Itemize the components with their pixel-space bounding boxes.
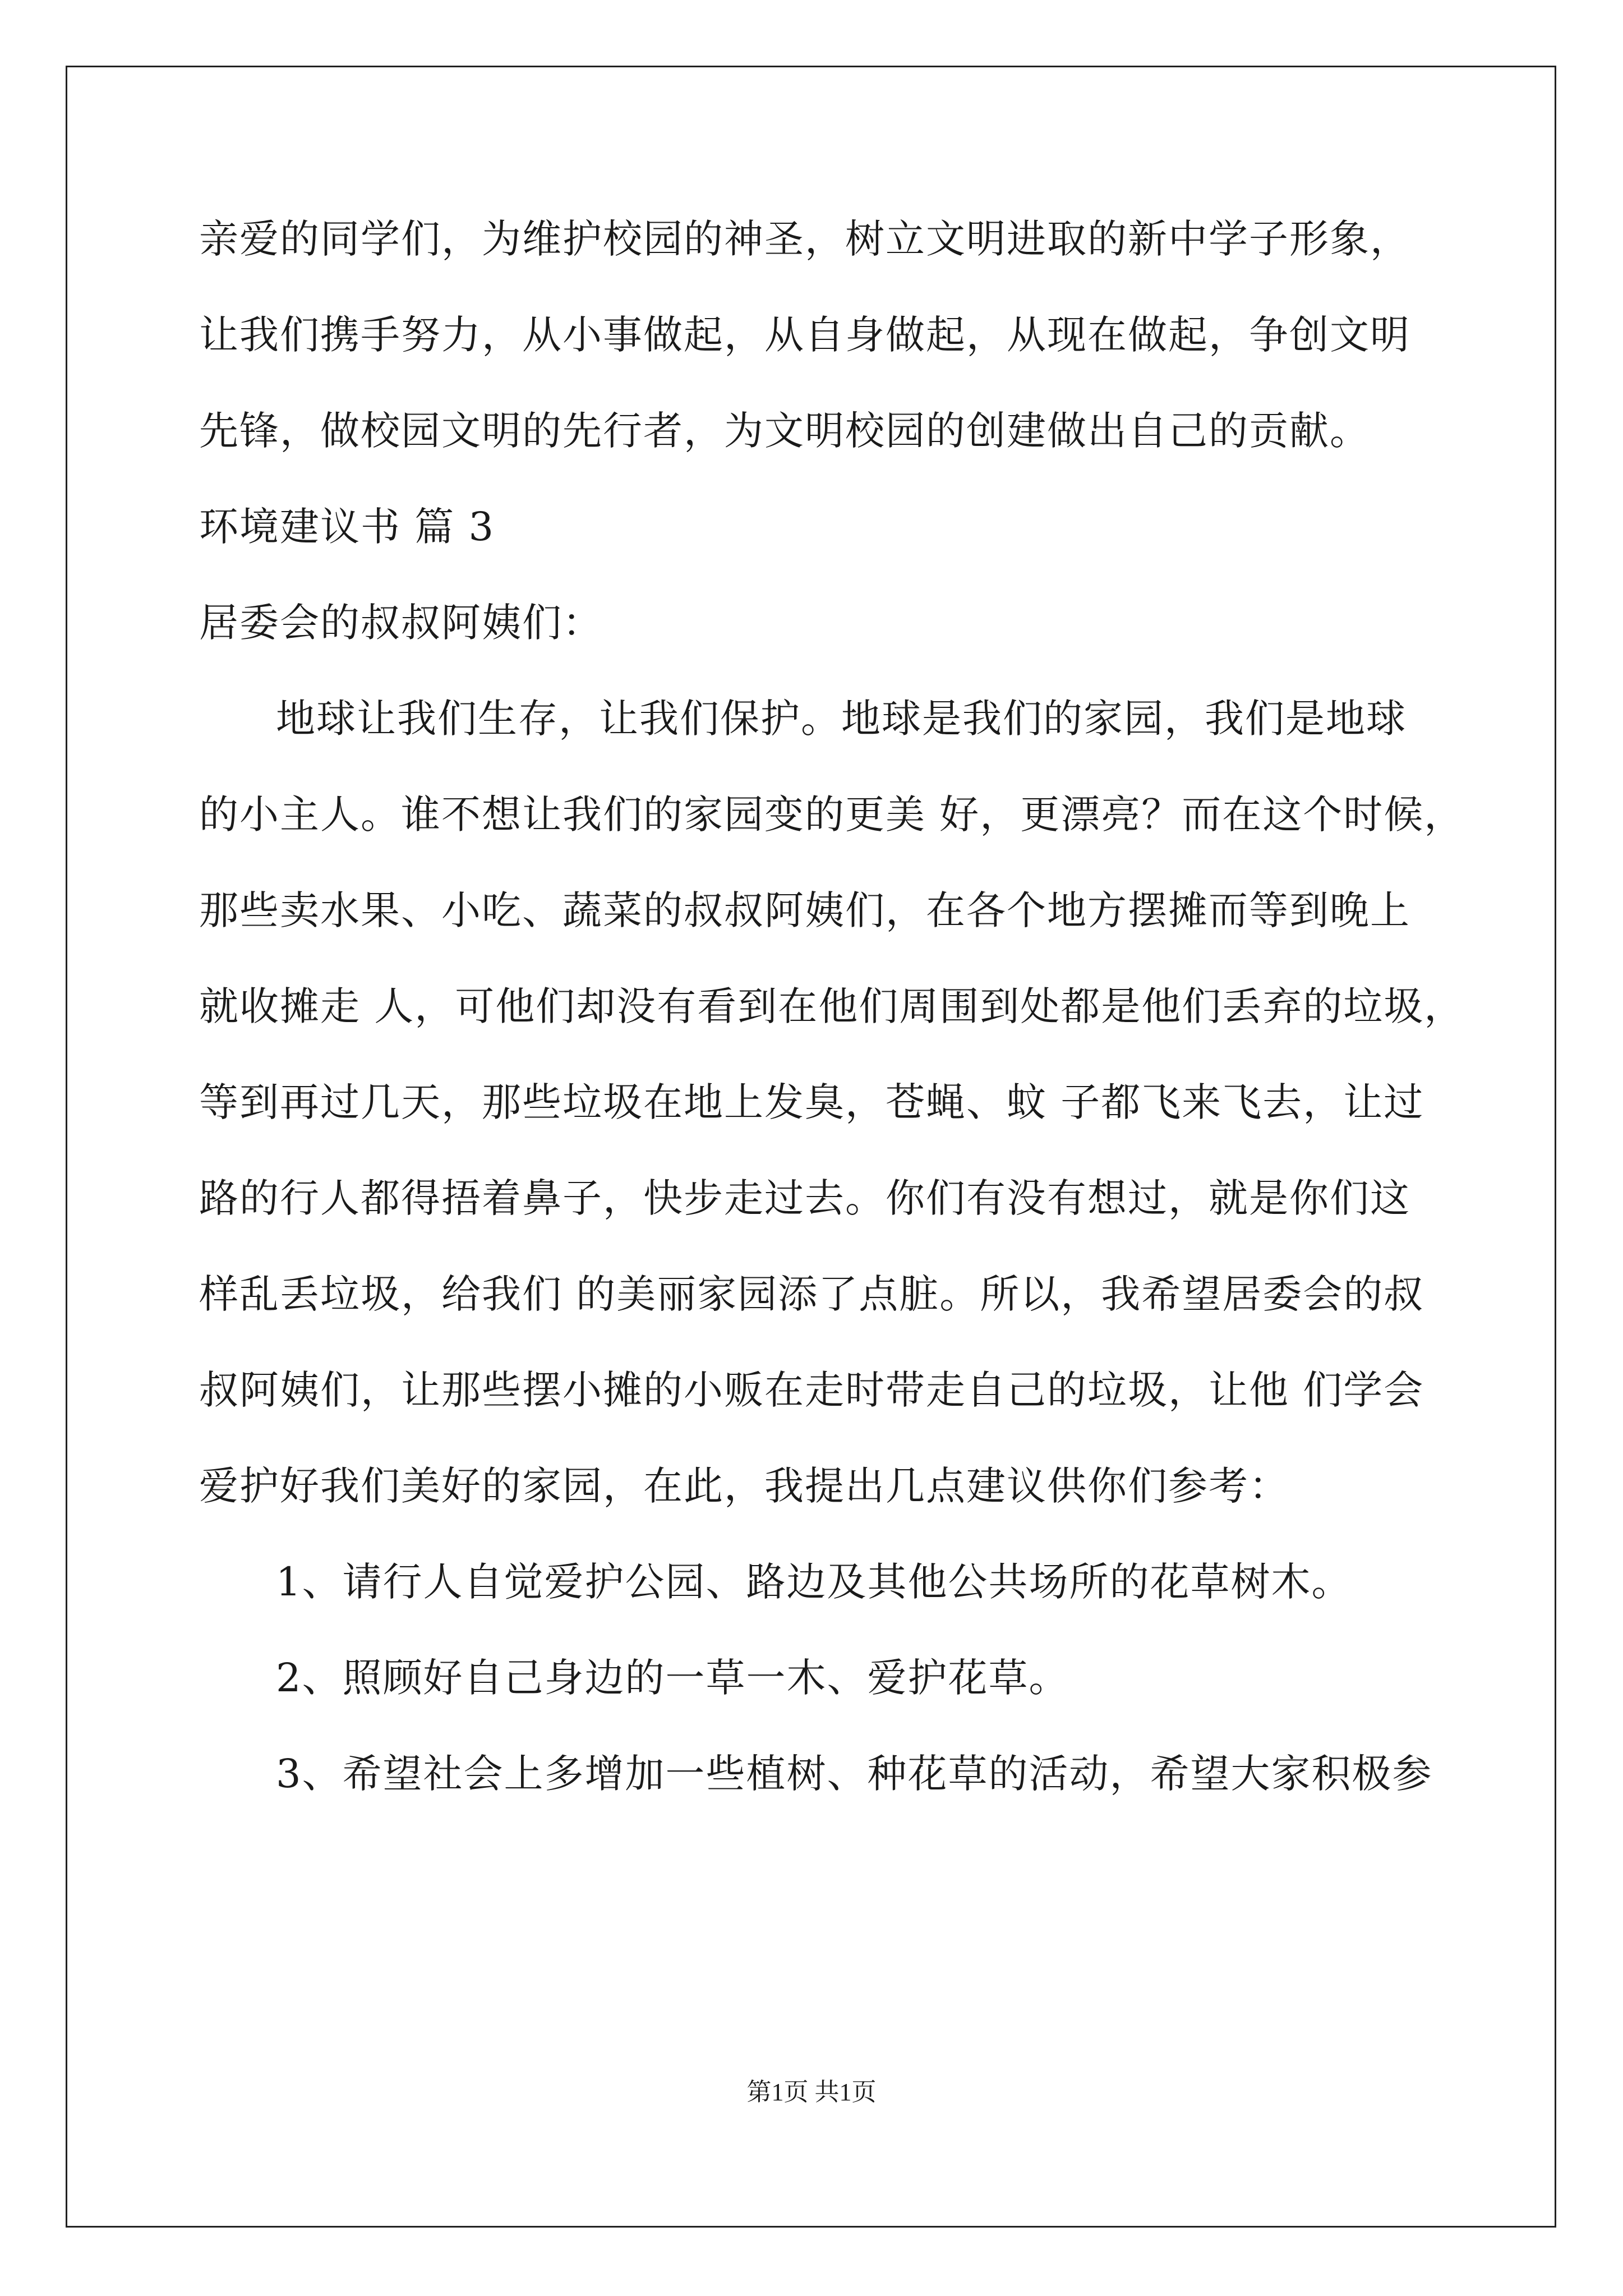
list-item-3: 3、希望社会上多增加一些植树、种花草的活动，希望大家积极参	[276, 1751, 1433, 1797]
salutation: 居委会的叔叔阿姨们：	[199, 600, 603, 646]
list-item-1: 1、请行人自觉爱护公园、路边及其他公共场所的花草树木。	[276, 1559, 1352, 1605]
paragraph-line-6: 地球让我们生存，让我们保护。地球是我们的家园，我们是地球	[276, 696, 1407, 742]
page-footer: 第1页 共1页	[746, 2078, 877, 2106]
paragraph-line-3: 先锋，做校园文明的先行者，为文明校园的创建做出自己的贡献。	[199, 408, 1370, 454]
paragraph-line-1: 亲爱的同学们，为维护校园的神圣，树立文明进取的新中学子形象，	[199, 216, 1410, 262]
paragraph-line-13: 叔阿姨们，让那些摆小摊的小贩在走时带走自己的垃圾，让他 们学会	[199, 1367, 1424, 1413]
paragraph-line-14: 爱护好我们美好的家园，在此，我提出几点建议供你们参考：	[199, 1463, 1289, 1509]
paragraph-line-12: 样乱丢垃圾，给我们 的美丽家园添了点脏。所以，我希望居委会的叔	[199, 1271, 1424, 1317]
section-heading: 环境建议书 篇 3	[199, 504, 495, 550]
paragraph-line-7: 的小主人。谁不想让我们的家园变的更美 好，更漂亮？而在这个时候，	[199, 792, 1465, 838]
paragraph-line-10: 等到再过几天，那些垃圾在地上发臭，苍蝇、蚊 子都飞来飞去，让过	[199, 1079, 1424, 1125]
paragraph-line-8: 那些卖水果、小吃、蔬菜的叔叔阿姨们，在各个地方摆摊而等到晚上	[199, 887, 1410, 933]
paragraph-line-11: 路的行人都得捂着鼻子，快步走过去。你们有没有想过，就是你们这	[199, 1175, 1410, 1221]
list-item-2: 2、照顾好自己身边的一草一木、爱护花草。	[276, 1655, 1069, 1701]
paragraph-line-2: 让我们携手努力，从小事做起，从自身做起，从现在做起，争创文明	[199, 312, 1410, 358]
page-border	[66, 66, 1556, 2228]
paragraph-line-9: 就收摊走 人，可他们却没有看到在他们周围到处都是他们丢弃的垃圾，	[199, 983, 1465, 1029]
